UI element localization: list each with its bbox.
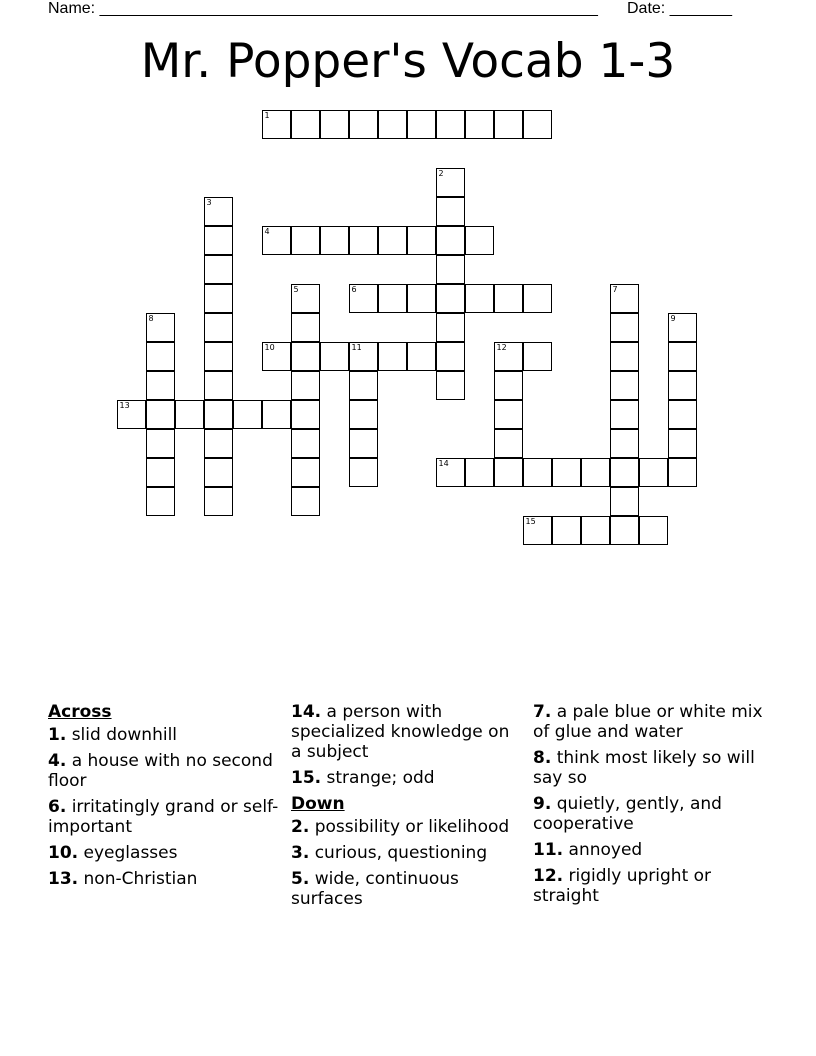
- clue-number-label: 13: [119, 400, 130, 410]
- clue-text: wide, continuous surfaces: [291, 869, 459, 909]
- crossword-cell[interactable]: [407, 284, 436, 313]
- crossword-cell[interactable]: [378, 110, 407, 139]
- crossword-cell[interactable]: [494, 429, 523, 458]
- crossword-cell[interactable]: [465, 226, 494, 255]
- crossword-cell[interactable]: [610, 429, 639, 458]
- crossword-cell[interactable]: [610, 516, 639, 545]
- crossword-cell[interactable]: [204, 371, 233, 400]
- crossword-cell[interactable]: [494, 400, 523, 429]
- crossword-cell[interactable]: [146, 487, 175, 516]
- crossword-cell[interactable]: [610, 400, 639, 429]
- crossword-cell[interactable]: [204, 400, 233, 429]
- crossword-cell[interactable]: [610, 458, 639, 487]
- crossword-cell[interactable]: [204, 226, 233, 255]
- crossword-cell[interactable]: [262, 400, 291, 429]
- clue-number: 13.: [48, 869, 79, 889]
- crossword-cell[interactable]: [668, 313, 697, 342]
- clue-across-15: [291, 768, 523, 788]
- name-field-label: Name: ________________________________________________________: [48, 0, 598, 17]
- crossword-cell[interactable]: [610, 487, 639, 516]
- clue-text: possibility or likelihood: [314, 817, 510, 837]
- crossword-cell[interactable]: [668, 429, 697, 458]
- crossword-cell[interactable]: [291, 313, 320, 342]
- clue-number: 12.: [533, 866, 564, 886]
- crossword-cell[interactable]: [204, 342, 233, 371]
- crossword-cell[interactable]: [146, 342, 175, 371]
- clue-number: 6.: [48, 797, 67, 817]
- crossword-cell[interactable]: [436, 284, 465, 313]
- clue-number-label: 5: [293, 284, 299, 294]
- crossword-cell[interactable]: [639, 458, 668, 487]
- crossword-cell[interactable]: [204, 255, 233, 284]
- crossword-cell[interactable]: [349, 284, 378, 313]
- clue-number-label: 12: [496, 342, 507, 352]
- clue-text: a pale blue or white mix of glue and water: [533, 702, 763, 742]
- crossword-cell[interactable]: [436, 110, 465, 139]
- clue-text: curious, questioning: [314, 843, 488, 863]
- clue-down-7: [533, 702, 765, 742]
- clue-number-label: 4: [264, 226, 270, 236]
- crossword-cell[interactable]: [465, 110, 494, 139]
- crossword-cell[interactable]: [175, 400, 204, 429]
- clue-number-label: 2: [438, 168, 444, 178]
- clue-down-12: [533, 866, 765, 906]
- crossword-cell[interactable]: [465, 284, 494, 313]
- crossword-cell[interactable]: [436, 313, 465, 342]
- crossword-cell[interactable]: [291, 429, 320, 458]
- crossword-cell[interactable]: [349, 226, 378, 255]
- crossword-cell[interactable]: [291, 400, 320, 429]
- crossword-cell[interactable]: [668, 400, 697, 429]
- clue-number-label: 7: [612, 284, 618, 294]
- clue-column-2: [291, 702, 523, 915]
- clue-number: 5.: [291, 869, 310, 889]
- clue-number: 14.: [291, 702, 322, 722]
- crossword-cell[interactable]: [349, 429, 378, 458]
- crossword-cell[interactable]: [146, 313, 175, 342]
- crossword-cell[interactable]: [668, 371, 697, 400]
- clue-text: a house with no second floor: [48, 751, 273, 791]
- clue-down-8: [533, 748, 765, 788]
- crossword-cell[interactable]: [262, 226, 291, 255]
- clue-text: irritatingly grand or self-important: [48, 797, 279, 837]
- crossword-cell[interactable]: [436, 371, 465, 400]
- crossword-cell[interactable]: [436, 197, 465, 226]
- clue-text: a person with specialized knowledge on a subject: [291, 702, 510, 762]
- clue-number-label: 1: [264, 110, 270, 120]
- crossword-cell[interactable]: [204, 313, 233, 342]
- crossword-cell[interactable]: [349, 400, 378, 429]
- clue-text: slid downhill: [71, 725, 178, 745]
- clue-text: non-Christian: [83, 869, 198, 889]
- crossword-cell[interactable]: [552, 458, 581, 487]
- clue-across-4: [48, 751, 280, 791]
- crossword-cell[interactable]: [523, 110, 552, 139]
- crossword-cell[interactable]: [204, 197, 233, 226]
- crossword-cell[interactable]: [407, 342, 436, 371]
- crossword-cell[interactable]: [262, 110, 291, 139]
- crossword-cell[interactable]: [610, 313, 639, 342]
- clue-text: eyeglasses: [83, 843, 178, 863]
- crossword-cell[interactable]: [610, 342, 639, 371]
- crossword-cell[interactable]: [494, 371, 523, 400]
- clue-number: 1.: [48, 725, 67, 745]
- crossword-cell[interactable]: [436, 168, 465, 197]
- crossword-cell[interactable]: [523, 342, 552, 371]
- clue-down-11: [533, 840, 765, 860]
- clue-text: quietly, gently, and cooperative: [533, 794, 722, 834]
- crossword-cell[interactable]: [291, 226, 320, 255]
- crossword-cell[interactable]: [465, 458, 494, 487]
- clue-down-2: [291, 817, 523, 837]
- crossword-cell[interactable]: [291, 487, 320, 516]
- crossword-cell[interactable]: [320, 342, 349, 371]
- clue-column-3: [533, 702, 765, 912]
- crossword-cell[interactable]: [523, 284, 552, 313]
- clue-column-1: [48, 702, 280, 895]
- crossword-cell[interactable]: [378, 284, 407, 313]
- crossword-cell[interactable]: [204, 458, 233, 487]
- clue-across-6: [48, 797, 280, 837]
- crossword-cell[interactable]: [146, 458, 175, 487]
- crossword-cell[interactable]: [378, 226, 407, 255]
- clue-text: rigidly upright or straight: [533, 866, 712, 906]
- crossword-cell[interactable]: [552, 516, 581, 545]
- clue-number: 10.: [48, 843, 79, 863]
- crossword-cell[interactable]: [204, 284, 233, 313]
- crossword-cell[interactable]: [291, 371, 320, 400]
- clue-number: 7.: [533, 702, 552, 722]
- crossword-cell[interactable]: [320, 110, 349, 139]
- down-heading: Down: [291, 794, 345, 814]
- crossword-cell[interactable]: [117, 400, 146, 429]
- across-heading: Across: [48, 702, 112, 722]
- crossword-cell[interactable]: [407, 110, 436, 139]
- crossword-cell[interactable]: [523, 516, 552, 545]
- clue-number: 11.: [533, 840, 564, 860]
- crossword-cell[interactable]: [349, 371, 378, 400]
- crossword-cell[interactable]: [146, 400, 175, 429]
- clue-number-label: 9: [670, 313, 676, 323]
- crossword-cell[interactable]: [291, 342, 320, 371]
- crossword-cell[interactable]: [146, 429, 175, 458]
- crossword-cell[interactable]: [407, 226, 436, 255]
- clue-number: 4.: [48, 751, 67, 771]
- clue-across-10: [48, 843, 280, 863]
- crossword-cell[interactable]: [291, 284, 320, 313]
- crossword-cell[interactable]: [494, 110, 523, 139]
- clue-number-label: 15: [525, 516, 536, 526]
- crossword-cell[interactable]: [494, 458, 523, 487]
- clue-number-label: 11: [351, 342, 362, 352]
- clue-number: 3.: [291, 843, 310, 863]
- crossword-cell[interactable]: [668, 342, 697, 371]
- clue-across-13: [48, 869, 280, 889]
- clue-number-label: 10: [264, 342, 275, 352]
- clue-across-14: [291, 702, 523, 762]
- clue-text: think most likely so will say so: [533, 748, 755, 788]
- crossword-cell[interactable]: [291, 458, 320, 487]
- crossword-cell[interactable]: [639, 516, 668, 545]
- crossword-cell[interactable]: [494, 342, 523, 371]
- crossword-cell[interactable]: [233, 400, 262, 429]
- crossword-cell[interactable]: [146, 371, 175, 400]
- crossword-cell[interactable]: [581, 516, 610, 545]
- clue-number-label: 3: [206, 197, 212, 207]
- clue-number: 15.: [291, 768, 322, 788]
- crossword-cell[interactable]: [581, 458, 610, 487]
- page-title: Mr. Popper's Vocab 1-3: [140, 34, 676, 89]
- clue-number-label: 6: [351, 284, 357, 294]
- clue-text: strange; odd: [326, 768, 435, 788]
- crossword-cell[interactable]: [436, 458, 465, 487]
- clue-down-5: [291, 869, 523, 909]
- clue-number: 2.: [291, 817, 310, 837]
- crossword-cell[interactable]: [320, 226, 349, 255]
- clue-across-1: [48, 725, 280, 745]
- crossword-cell[interactable]: [494, 284, 523, 313]
- crossword-cell[interactable]: [349, 110, 378, 139]
- crossword-cell[interactable]: [436, 342, 465, 371]
- clue-down-9: [533, 794, 765, 834]
- crossword-cell[interactable]: [349, 342, 378, 371]
- crossword-cell[interactable]: [610, 371, 639, 400]
- crossword-cell[interactable]: [436, 226, 465, 255]
- crossword-cell[interactable]: [523, 458, 552, 487]
- crossword-cell[interactable]: [204, 487, 233, 516]
- clue-number-label: 14: [438, 458, 449, 468]
- crossword-cell[interactable]: [349, 458, 378, 487]
- clue-number: 8.: [533, 748, 552, 768]
- crossword-cell[interactable]: [668, 458, 697, 487]
- crossword-cell[interactable]: [378, 342, 407, 371]
- crossword-cell[interactable]: [610, 284, 639, 313]
- clue-text: annoyed: [568, 840, 643, 860]
- crossword-cell[interactable]: [291, 110, 320, 139]
- crossword-cell[interactable]: [262, 342, 291, 371]
- crossword-cell[interactable]: [436, 255, 465, 284]
- clue-down-3: [291, 843, 523, 863]
- clue-number-label: 8: [148, 313, 154, 323]
- clue-number: 9.: [533, 794, 552, 814]
- date-field-label: Date: _______: [627, 0, 732, 17]
- crossword-cell[interactable]: [204, 429, 233, 458]
